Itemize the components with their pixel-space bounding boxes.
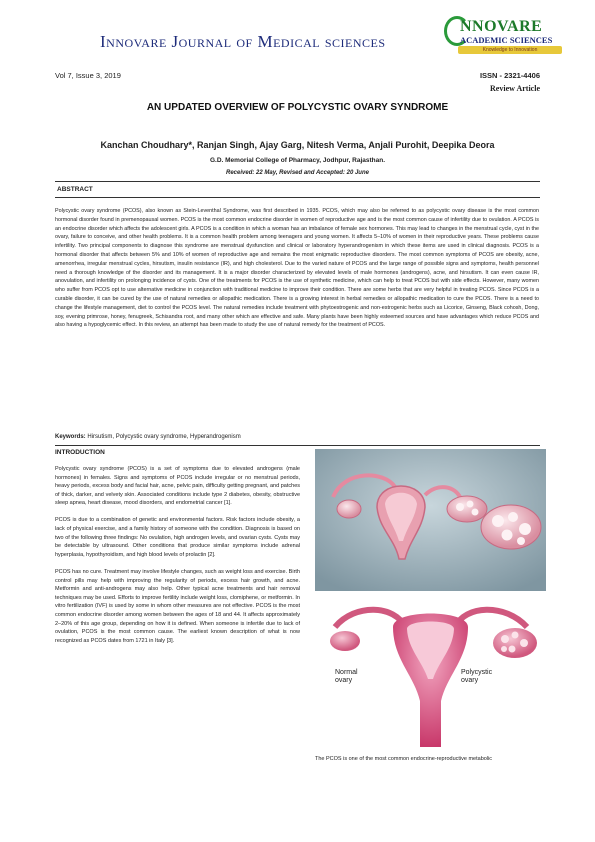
uterus-ovary-illustration bbox=[315, 449, 546, 591]
figure-caption: The PCOS is one of the most common endocrine-reproductive metabolic bbox=[315, 756, 492, 762]
introduction-section bbox=[55, 449, 300, 654]
logo-tagline: Knowledge to Innovation bbox=[458, 46, 562, 54]
intro-paragraph: PCOS has no cure. Treatment may involve lifestyle changes, such as weight loss and exercise. Birth control pills may help with improving the regularity of periods, excess hair growth, and acne. Metformin and anti-androgens may also help. Other typical acne treatments and hair removal techniques may be used. Efforts to improve fertility include weight loss, clomiphene, or metformin. In vitro fertilization (IVF) is used by some in whom other measures are not effective. PCOS is the most common endocrine disorder among women between the ages of 18 and 44. It affects approximately 2–20% of this age group, depending on how it is defined. When someone is infertile due to lack of ovulation, PCOS is the most common cause. The earliest known description of what is now recognized as PCOS dates from 1721 in Italy [3]. bbox=[55, 568, 300, 644]
intro-paragraph: PCOS is due to a combination of genetic and environmental factors. Risk factors include obesity, a lack of physical exercise, and a family history of someone with the condition. Diagnosis is based on two of the following three findings: No ovulation, high androgen levels, and ovarian cysts. Cysts may be detectable by ultrasound. Other conditions that produce similar symptoms include adrenal hyperplasia, hypothyroidism, and high blood levels of prolactin [2]. bbox=[55, 517, 300, 558]
introduction-heading: INTRODUCTION bbox=[55, 449, 105, 456]
logo-name: NNOVARE bbox=[460, 18, 543, 35]
journal-title: Innovare Journal of Medical sciences bbox=[100, 32, 386, 51]
affiliation: G.D. Memorial College of Pharmacy, Jodhpur, Rajasthan. bbox=[209, 157, 386, 164]
label-polycystic-ovary: Polycystic ovary bbox=[461, 669, 493, 684]
ovary-illustration-top bbox=[315, 449, 546, 591]
pcos-figure bbox=[315, 449, 546, 752]
keywords-label: Keywords: bbox=[55, 434, 86, 440]
keywords-line bbox=[55, 434, 241, 440]
abstract-heading: ABSTRACT bbox=[57, 186, 93, 193]
logo-subtitle: ACADEMIC SCIENCES bbox=[460, 35, 553, 45]
divider-bottom bbox=[55, 445, 540, 446]
abstract-text: Polycystic ovary syndrome (PCOS), also known as Stein-Leventhal Syndrome, was first described in 1935. PCOS, which may also be referred to as polycystic ovary disease is the most common hormonal disorder found in premenopausal women. PCOS is the most common endocrine disorder in women of reproductive age and is the most common cause of infertility due to ovulation. A PCOS is an endocrine disorder which affects the adolescent girls. A PCOS is a condition in which a woman has an imbalance of female sex hormones. This may lead to changes in the menstrual cycle, cyst in the ovary, failure to conceive, and other health problems. It is a common health problem among teenagers and young women. It affects 5–10% of women in their reproductive years. These problems cause infertility. Two principal components to diagnose this syndrome are menstrual dysfunction and clinical or laboratory hyperandrogenism in which these items are used in clinical diagnosis. PCOS is a hormonal disorder that affects between 5% and 10% of women of reproductive age and remains the most enigmatic reproductive disorders. The most common symptoms of PCOS are obesity, acne, amenorrhea, irregular menstrual cycles, hirsutism, insulin resistance (IR), and high cholesterol. Due to the varied nature of PCOS and the large range of possible signs and symptoms, health personnel need a thorough knowledge of the disorder and its management. It is a major disorder characterized by elevated levels of male hormones (androgens), acne, and hirsutism. It can even cause IR, anovulation, and infertility on prolonging incidence of cysts. One of the treatments for PCOS is the use of synthetic medicine, which can help to treat PCOS but with side effects. However, many women who suffer from PCOS opt to use alternative medicine in conjunction with traditional medicine to improve their condition. There are some herbs that are very helpful in treating PCOS. Since PCOS is a curable disorder, it can be cured by the use of natural remedies or allopathic medication. There is a growing interest in herbal remedies or allopathic medication to cure the PCOS. There is a need to change the lifestyle management, diet to control the PCOS level. The natural remedies include treatment with phytoestrogenic and non-estrogenic herbs such as Licorice, Ginseng, Black cohosh, Dong, soy, evening primrose, honey, fenugreek, Schisandra root, and many other which are effective and safe. Many plants have been highly esteemed sources and have advantages which reduce PCOS and also having a hypoglycemic effect. In this review, an attempt has been made to study the use of natural remedy for the treatment of PCOS. bbox=[55, 208, 539, 329]
received-dates: Received: 22 May, Revised and Accepted: 20 June bbox=[226, 170, 369, 176]
divider-abstract bbox=[55, 197, 540, 198]
divider-top bbox=[55, 181, 540, 182]
issn: ISSN - 2321-4406 bbox=[479, 71, 540, 80]
label-normal-ovary: Normal ovary bbox=[335, 669, 358, 684]
issue-info: Vol 7, Issue 3, 2019 bbox=[55, 71, 121, 80]
keywords-text: Hirsutism, Polycystic ovary syndrome, Hyperandrogenism bbox=[85, 434, 241, 440]
ovary-comparison-illustration bbox=[315, 597, 546, 752]
author-list: Kanchan Choudhary*, Ranjan Singh, Ajay Garg, Nitesh Verma, Anjali Purohit, Deepika Deora bbox=[100, 140, 495, 150]
article-title: AN UPDATED OVERVIEW OF POLYCYSTIC OVARY SYNDROME bbox=[146, 102, 449, 113]
publisher-logo bbox=[444, 14, 564, 58]
intro-paragraph: Polycystic ovary syndrome (PCOS) is a set of symptoms due to elevated androgens (male hormones) in females. Signs and symptoms of PCOS include irregular or no menstrual periods, heavy periods, excess body and facial hair, acne, pelvic pain, difficulty getting pregnant, and patches of thick, darker, and velvety skin. Associated conditions include type 2 diabetes, obesity, obstructive sleep apnea, heart disease, mood disorders, and endometrial cancer [1]. bbox=[55, 466, 300, 507]
article-type: Review Article bbox=[490, 84, 540, 93]
